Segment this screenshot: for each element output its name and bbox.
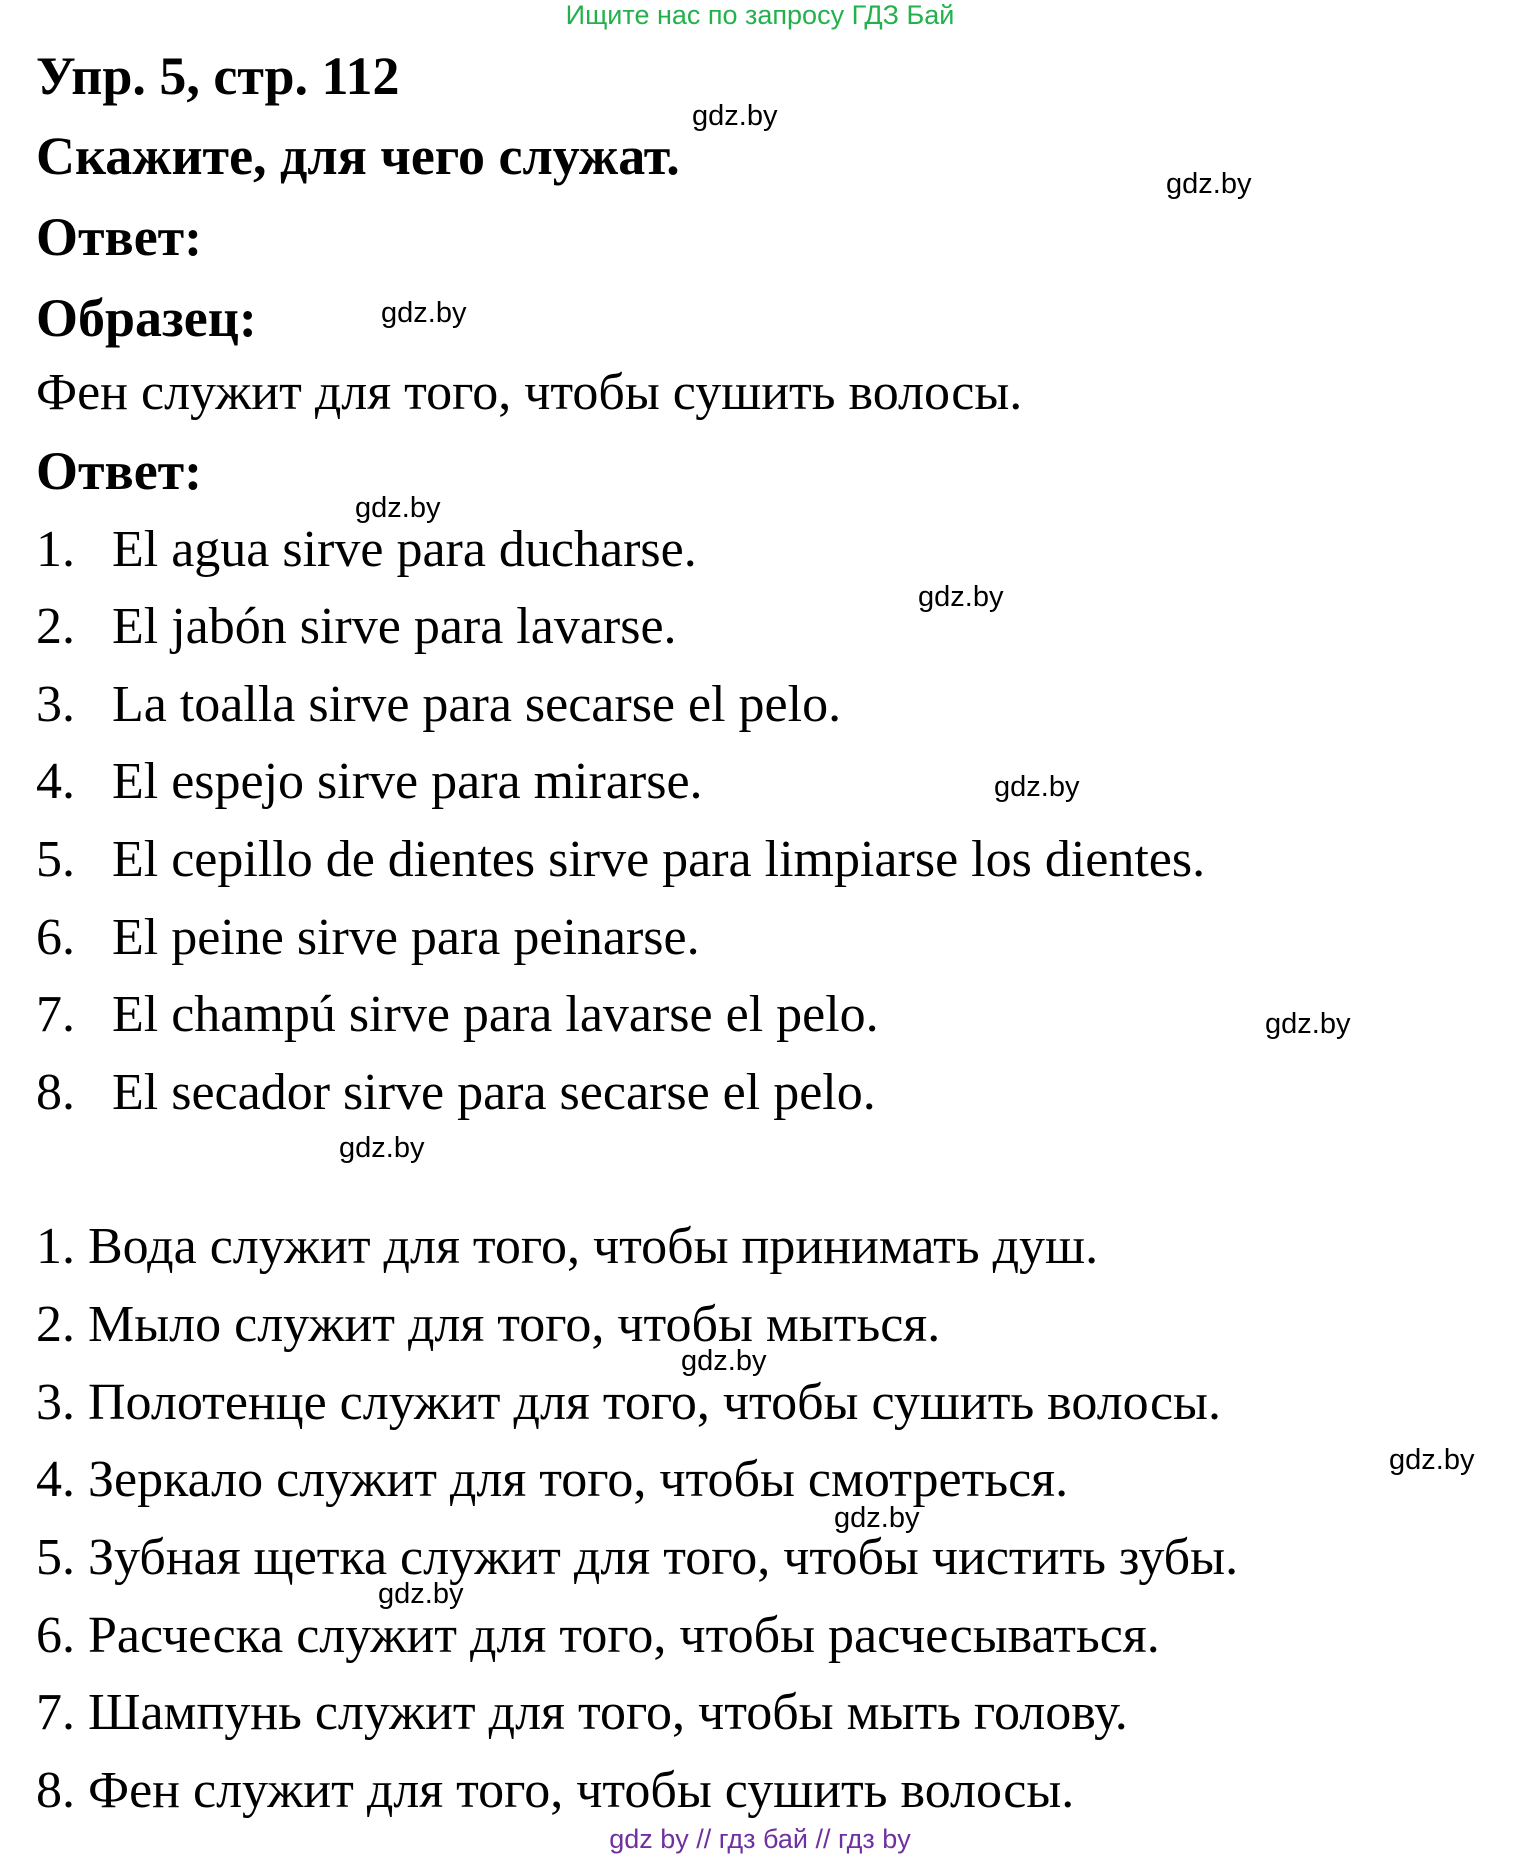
- sample-text: Фен служит для того, чтобы сушить волосы.: [36, 364, 1023, 421]
- russian-answer-1: 1. Вода служит для того, чтобы принимать душ.: [36, 1218, 1099, 1275]
- russian-answer-5: 5. Зубная щетка служит для того, чтобы чистить зубы.: [36, 1529, 1239, 1586]
- spanish-answer-7: 7. El champú sirve para lavarse el pelo.: [36, 986, 879, 1043]
- spanish-answer-3: 3. La toalla sirve para secarse el pelo.: [36, 676, 842, 733]
- answer-label: Ответ:: [36, 207, 203, 267]
- watermark: gdz.by: [681, 1345, 767, 1377]
- watermark: gdz.by: [381, 297, 467, 329]
- russian-answer-4: 4. Зеркало служит для того, чтобы смотреться.: [36, 1451, 1069, 1508]
- spanish-answer-8: 8. El secador sirve para secarse el pelo.: [36, 1064, 876, 1121]
- spanish-answer-5: 5. El cepillo de dientes sirve para limpiarse los dientes.: [36, 831, 1206, 888]
- watermark: gdz.by: [918, 581, 1004, 613]
- watermark: gdz.by: [1265, 1008, 1351, 1040]
- watermark: gdz.by: [1389, 1444, 1475, 1476]
- watermark: gdz.by: [1166, 168, 1252, 200]
- spanish-answer-4: 4. El espejo sirve para mirarse.: [36, 753, 703, 810]
- russian-answer-8: 8. Фен служит для того, чтобы сушить волосы.: [36, 1762, 1075, 1819]
- spanish-answer-1: 1. El agua sirve para ducharse.: [36, 521, 697, 578]
- watermark: gdz.by: [834, 1502, 920, 1534]
- russian-answer-3: 3. Полотенце служит для того, чтобы сушить волосы.: [36, 1374, 1221, 1431]
- russian-answer-6: 6. Расческа служит для того, чтобы расчесываться.: [36, 1607, 1160, 1664]
- spanish-answer-6: 6. El peine sirve para peinarse.: [36, 909, 700, 966]
- watermark: gdz.by: [994, 771, 1080, 803]
- top-banner-link[interactable]: Ищите нас по запросу ГДЗ Бай: [565, 0, 955, 30]
- russian-answer-7: 7. Шампунь служит для того, чтобы мыть голову.: [36, 1684, 1128, 1741]
- footer-links[interactable]: gdz by // гдз бай // гдз by: [609, 1824, 911, 1854]
- russian-answer-2: 2. Мыло служит для того, чтобы мыться.: [36, 1296, 941, 1353]
- watermark: gdz.by: [692, 100, 778, 132]
- exercise-title: Упр. 5, стр. 112: [36, 46, 400, 106]
- watermark: gdz.by: [378, 1578, 464, 1610]
- sample-label: Образец:: [36, 288, 257, 348]
- answer-label-second: Ответ:: [36, 441, 203, 501]
- spanish-answer-2: 2. El jabón sirve para lavarse.: [36, 598, 677, 655]
- watermark: gdz.by: [355, 492, 441, 524]
- watermark: gdz.by: [339, 1132, 425, 1164]
- task-title: Скажите, для чего служат.: [36, 126, 680, 186]
